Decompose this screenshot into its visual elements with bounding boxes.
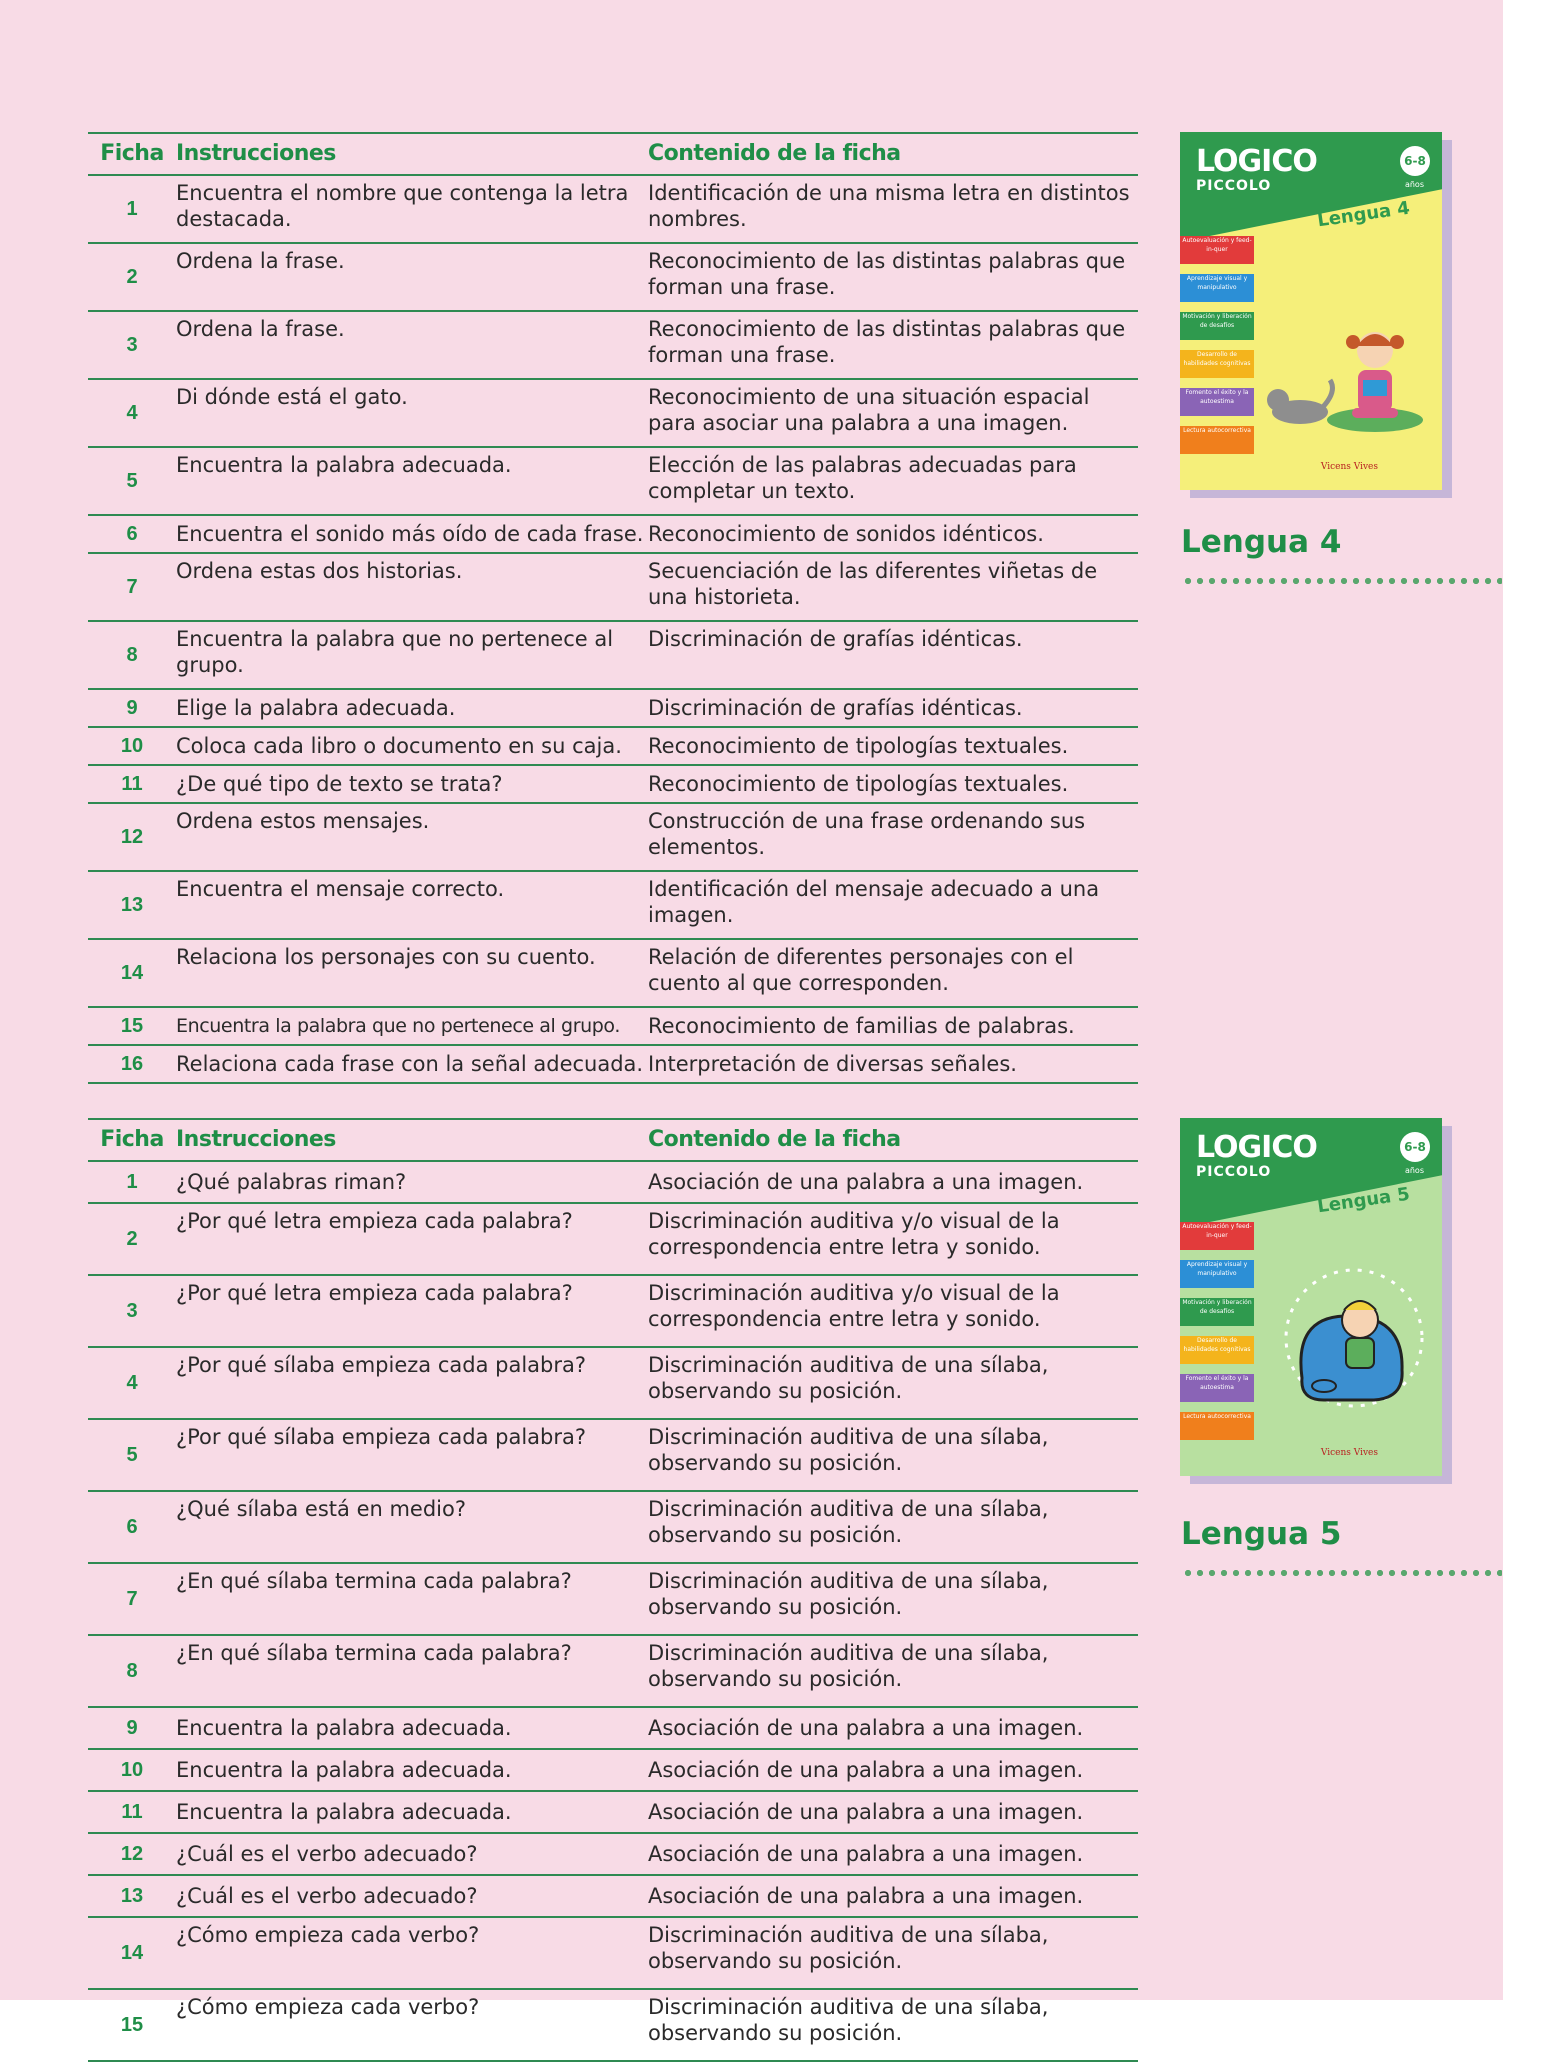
table-row [88, 1563, 1138, 1635]
instruction-cell: Encuentra la palabra adecuada. [176, 447, 648, 515]
instruction-cell: Coloca cada libro o documento en su caja. [176, 727, 648, 765]
ficha-number: 2 [88, 243, 176, 311]
instruction-cell: ¿Qué sílaba está en medio? [176, 1491, 648, 1563]
content-cell: Reconocimiento de tipologías textuales. [648, 765, 1138, 803]
ficha-number: 8 [88, 1635, 176, 1707]
content-cell: Discriminación auditiva de una sílaba, observando su posición. [648, 1563, 1138, 1635]
content-cell: Reconocimiento de las distintas palabras que forman una frase. [648, 243, 1138, 311]
content-cell: Asociación de una palabra a una imagen. [648, 1833, 1138, 1875]
cover-tab: Lectura autocorrectiva [1180, 426, 1254, 454]
cover-tab: Fomento el éxito y la autoestima [1180, 388, 1254, 416]
cover-title: Lengua 5 [1315, 1183, 1412, 1218]
content-cell: Discriminación auditiva de una sílaba, observando su posición. [648, 1635, 1138, 1707]
header-instrucciones: Instrucciones [176, 1119, 648, 1161]
table-row [88, 243, 1138, 311]
content-cell: Secuenciación de las diferentes viñetas de una historieta. [648, 553, 1138, 621]
ficha-number: 13 [88, 871, 176, 939]
table-row [88, 621, 1138, 689]
publisher-mark: Vicens Vives [1320, 462, 1378, 472]
boy-in-armchair-illustration [1264, 1258, 1434, 1428]
cover-tab: Autoevaluación y feed-in-quer [1180, 236, 1254, 264]
girl-and-cat-illustration [1260, 292, 1435, 442]
logo-subtitle: PICCOLO [1196, 178, 1272, 194]
instruction-cell: Di dónde está el gato. [176, 379, 648, 447]
logico-logo: LOGICO [1196, 144, 1317, 179]
content-cell: Asociación de una palabra a una imagen. [648, 1707, 1138, 1749]
table-header-row [88, 1119, 1138, 1161]
cover-title: Lengua 4 [1315, 197, 1412, 232]
page-margin [1503, 0, 1545, 2000]
age-unit: años [1404, 1166, 1424, 1175]
table-row [88, 1791, 1138, 1833]
content-cell: Asociación de una palabra a una imagen. [648, 1791, 1138, 1833]
header-contenido: Contenido de la ficha [648, 1119, 1138, 1161]
content-cell: Identificación del mensaje adecuado a una imagen. [648, 871, 1138, 939]
cover-tab: Motivación y liberación de desafíos [1180, 1298, 1254, 1326]
table-row [88, 1707, 1138, 1749]
age-unit: años [1404, 180, 1424, 189]
table-row [88, 1875, 1138, 1917]
cover-tab: Desarrollo de habilidades cognitivas [1180, 350, 1254, 378]
ficha-number: 13 [88, 1875, 176, 1917]
ficha-number: 12 [88, 803, 176, 871]
ficha-number: 9 [88, 689, 176, 727]
table-row [88, 175, 1138, 243]
content-cell: Reconocimiento de una situación espacial para asociar una palabra a una imagen. [648, 379, 1138, 447]
instruction-cell: Elige la palabra adecuada. [176, 689, 648, 727]
instruction-cell: Ordena la frase. [176, 311, 648, 379]
header-ficha: Ficha [88, 1119, 176, 1161]
content-cell: Discriminación auditiva de una sílaba, observando su posición. [648, 1491, 1138, 1563]
table-row [88, 1203, 1138, 1275]
ficha-table-lengua-4 [88, 132, 1138, 1084]
table-row [88, 311, 1138, 379]
instruction-cell: Encuentra el mensaje correcto. [176, 871, 648, 939]
cover-tab: Desarrollo de habilidades cognitivas [1180, 1336, 1254, 1364]
ficha-number: 14 [88, 939, 176, 1007]
table-row [88, 1635, 1138, 1707]
ficha-number: 2 [88, 1203, 176, 1275]
instruction-cell: ¿En qué sílaba termina cada palabra? [176, 1563, 648, 1635]
content-cell: Reconocimiento de sonidos idénticos. [648, 515, 1138, 553]
table-row [88, 553, 1138, 621]
instruction-cell: Encuentra la palabra adecuada. [176, 1791, 648, 1833]
instruction-cell: ¿Por qué sílaba empieza cada palabra? [176, 1419, 648, 1491]
ficha-number: 5 [88, 1419, 176, 1491]
ficha-number: 11 [88, 1791, 176, 1833]
table-row [88, 803, 1138, 871]
instruction-cell: Ordena estos mensajes. [176, 803, 648, 871]
cover-tab: Motivación y liberación de desafíos [1180, 312, 1254, 340]
book-cover-lengua-4 [1180, 132, 1442, 490]
table-row [88, 1161, 1138, 1203]
instruction-cell: ¿Cuál es el verbo adecuado? [176, 1875, 648, 1917]
table-row [88, 939, 1138, 1007]
table-row [88, 1749, 1138, 1791]
table-row [88, 1917, 1138, 1989]
cover-tab: Fomento el éxito y la autoestima [1180, 1374, 1254, 1402]
cover-tabs [1180, 236, 1254, 464]
cover-tabs [1180, 1222, 1254, 1450]
content-cell: Discriminación auditiva de una sílaba, observando su posición. [648, 1419, 1138, 1491]
ficha-number: 9 [88, 1707, 176, 1749]
instruction-cell: Encuentra la palabra adecuada. [176, 1749, 648, 1791]
dotted-divider [1182, 578, 1502, 584]
ficha-number: 16 [88, 1045, 176, 1083]
instruction-cell: Encuentra la palabra adecuada. [176, 1707, 648, 1749]
cover-tab: Aprendizaje visual y manipulativo [1180, 274, 1254, 302]
content-cell: Asociación de una palabra a una imagen. [648, 1161, 1138, 1203]
table-row [88, 871, 1138, 939]
instruction-cell: Encuentra el nombre que contenga la letra destacada. [176, 175, 648, 243]
ficha-number: 7 [88, 553, 176, 621]
content-cell: Asociación de una palabra a una imagen. [648, 1749, 1138, 1791]
instruction-cell: Ordena estas dos historias. [176, 553, 648, 621]
ficha-number: 1 [88, 175, 176, 243]
table-row [88, 1833, 1138, 1875]
content-cell: Discriminación de grafías idénticas. [648, 621, 1138, 689]
header-ficha: Ficha [88, 133, 176, 175]
ficha-number: 8 [88, 621, 176, 689]
instruction-cell: Relaciona cada frase con la señal adecuada. [176, 1045, 648, 1083]
content-cell: Interpretación de diversas señales. [648, 1045, 1138, 1083]
content-cell: Asociación de una palabra a una imagen. [648, 1875, 1138, 1917]
content-cell: Discriminación auditiva y/o visual de la correspondencia entre letra y sonido. [648, 1203, 1138, 1275]
table-header-row [88, 133, 1138, 175]
ficha-number: 10 [88, 727, 176, 765]
header-contenido: Contenido de la ficha [648, 133, 1138, 175]
ficha-number: 4 [88, 1347, 176, 1419]
content-cell: Reconocimiento de familias de palabras. [648, 1007, 1138, 1045]
content-cell: Discriminación auditiva de una sílaba, observando su posición. [648, 1917, 1138, 1989]
ficha-number: 3 [88, 311, 176, 379]
ficha-number: 6 [88, 1491, 176, 1563]
instruction-cell: ¿Por qué letra empieza cada palabra? [176, 1275, 648, 1347]
instruction-cell: Ordena la frase. [176, 243, 648, 311]
instruction-cell: ¿Por qué letra empieza cada palabra? [176, 1203, 648, 1275]
ficha-number: 3 [88, 1275, 176, 1347]
instruction-cell: ¿Qué palabras riman? [176, 1161, 648, 1203]
cover-front [1180, 132, 1442, 490]
instruction-cell: ¿Cuál es el verbo adecuado? [176, 1833, 648, 1875]
table-row [88, 1007, 1138, 1045]
table-row [88, 1347, 1138, 1419]
table-row [88, 379, 1138, 447]
content-cell: Discriminación auditiva y/o visual de la correspondencia entre letra y sonido. [648, 1275, 1138, 1347]
instruction-cell: ¿Cómo empieza cada verbo? [176, 1989, 648, 2061]
age-badge: 6-8 [1400, 146, 1430, 176]
content-cell: Construcción de una frase ordenando sus elementos. [648, 803, 1138, 871]
table-row [88, 765, 1138, 803]
content-cell: Elección de las palabras adecuadas para completar un texto. [648, 447, 1138, 515]
lengua-5-caption: Lengua 5 [1181, 1516, 1342, 1552]
book-cover-lengua-5 [1180, 1118, 1442, 1476]
instruction-cell: ¿Por qué sílaba empieza cada palabra? [176, 1347, 648, 1419]
ficha-number: 15 [88, 1007, 176, 1045]
table-row [88, 515, 1138, 553]
cover-front [1180, 1118, 1442, 1476]
instruction-cell: Encuentra la palabra que no pertenece al grupo. [176, 621, 648, 689]
ficha-number: 1 [88, 1161, 176, 1203]
table-row [88, 727, 1138, 765]
ficha-table-lengua-5 [88, 1118, 1138, 2062]
ficha-number: 5 [88, 447, 176, 515]
logo-subtitle: PICCOLO [1196, 1164, 1272, 1180]
table-row [88, 689, 1138, 727]
logico-logo: LOGICO [1196, 1130, 1317, 1165]
instruction-cell: Encuentra el sonido más oído de cada frase. [176, 515, 648, 553]
instruction-cell: Relaciona los personajes con su cuento. [176, 939, 648, 1007]
age-badge: 6-8 [1400, 1132, 1430, 1162]
ficha-number: 15 [88, 1989, 176, 2061]
instruction-cell: ¿De qué tipo de texto se trata? [176, 765, 648, 803]
table-row [88, 1275, 1138, 1347]
cover-tab: Autoevaluación y feed-in-quer [1180, 1222, 1254, 1250]
ficha-number: 6 [88, 515, 176, 553]
content-cell: Relación de diferentes personajes con el cuento al que corresponden. [648, 939, 1138, 1007]
table-row [88, 1045, 1138, 1083]
content-cell: Reconocimiento de las distintas palabras que forman una frase. [648, 311, 1138, 379]
publisher-mark: Vicens Vives [1320, 1448, 1378, 1458]
content-cell: Reconocimiento de tipologías textuales. [648, 727, 1138, 765]
ficha-number: 7 [88, 1563, 176, 1635]
content-cell: Discriminación de grafías idénticas. [648, 689, 1138, 727]
ficha-number: 4 [88, 379, 176, 447]
instruction-cell: ¿Cómo empieza cada verbo? [176, 1917, 648, 1989]
dotted-divider [1182, 1570, 1502, 1576]
ficha-number: 11 [88, 765, 176, 803]
content-cell: Identificación de una misma letra en distintos nombres. [648, 175, 1138, 243]
ficha-number: 10 [88, 1749, 176, 1791]
table-row [88, 1491, 1138, 1563]
content-cell: Discriminación auditiva de una sílaba, observando su posición. [648, 1989, 1138, 2061]
ficha-number: 12 [88, 1833, 176, 1875]
header-instrucciones: Instrucciones [176, 133, 648, 175]
instruction-cell: ¿En qué sílaba termina cada palabra? [176, 1635, 648, 1707]
instruction-cell: Encuentra la palabra que no pertenece al grupo. [176, 1007, 648, 1045]
cover-tab: Aprendizaje visual y manipulativo [1180, 1260, 1254, 1288]
lengua-4-caption: Lengua 4 [1181, 524, 1342, 560]
table-row [88, 447, 1138, 515]
cover-tab: Lectura autocorrectiva [1180, 1412, 1254, 1440]
ficha-number: 14 [88, 1917, 176, 1989]
content-cell: Discriminación auditiva de una sílaba, observando su posición. [648, 1347, 1138, 1419]
table-row [88, 1419, 1138, 1491]
